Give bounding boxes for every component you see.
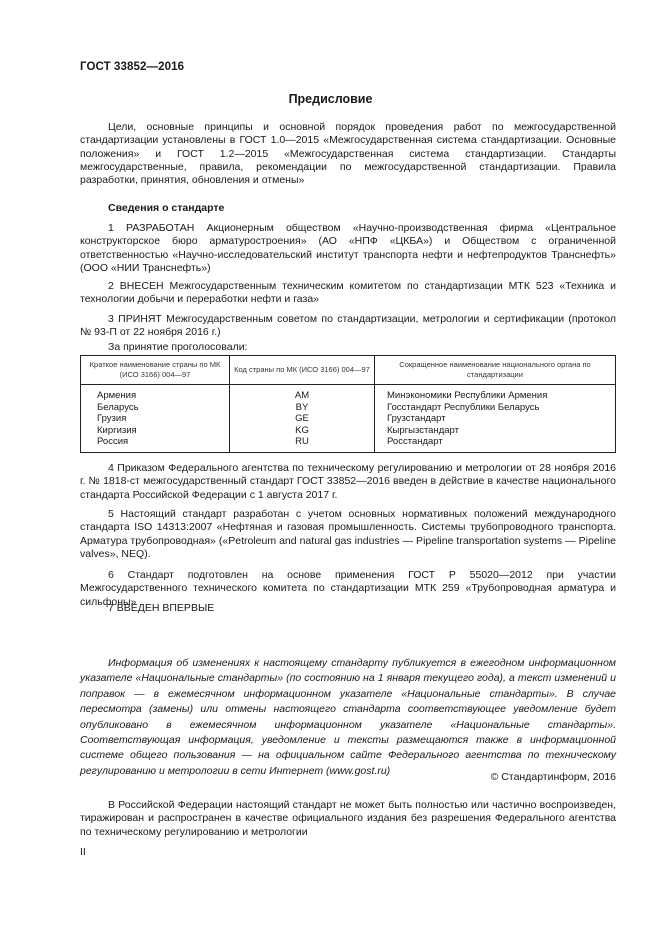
table-cell-country: Грузия [97, 413, 127, 424]
item-5-iso-basis: 5 Настоящий стандарт разработан с учетом основных нормативных положений международного стандарта ISO 14313:2007 «Нефтяная и газовая промышленность. Системы трубопроводного транспорта. Арматура трубопроводная» («Petroleum and natural gas industries — Pipeline transportation systems — Pipeline valves», NEQ). [80, 508, 616, 560]
table-cell-code: GE [295, 413, 309, 424]
table-cell-country: Киргизия [97, 424, 137, 436]
header-code: Код страны по МК (ИСО 3166) 004—97 [230, 356, 375, 385]
country-column [81, 385, 230, 453]
reproduction-notice: В Российской Федерации настоящий стандарт не может быть полностью или частично воспроизведен, тиражирован и распространен в качестве официального издания без разрешения Федерального агентства по техническому регулированию и метрологии [80, 799, 616, 838]
standard-code: ГОСТ 33852—2016 [80, 61, 185, 73]
header-body: Сокращенное наименование национального органа по стандартизации [375, 356, 616, 385]
table-cell-body: Кыргызстандарт [387, 424, 459, 436]
table-cell-country: Россия [97, 436, 129, 447]
item-2-submitted: 2 ВНЕСЕН Межгосударственным техническим комитетом по стандартизации МТК 523 «Техника и технологии добычи и переработки нефти и газа» [80, 280, 616, 306]
item-3-adopted: 3 ПРИНЯТ Межгосударственным советом по стандартизации, метрологии и сертификации (протокол № 93-П от 22 ноября 2016 г.) [80, 313, 616, 339]
info-heading: Сведения о стандарте [108, 202, 225, 214]
change-notice: Информация об изменениях к настоящему стандарту публикуется в ежегодном информационном указателе «Национальные стандарты» (по состоянию на 1 января текущего года), а текст изменений и поправок — в ежемесячном информационном указателе «Национальные стандарты». В случае пересмотра (замены) или отмены настоящего стандарта соответствующее уведомление будет опубликовано в ежемесячном информационном указателе «Национальные стандарты». Соответствующая информация, уведомление и тексты размещаются также в информационной системе общего пользования — на официальном сайте Федерального агентства по техническому регулированию и метрологии в сети Интернет (www.gost.ru) [80, 657, 616, 777]
table-cell-country: Беларусь [97, 401, 139, 413]
item-6-prepared: 6 Стандарт подготовлен на основе применения ГОСТ Р 55020—2012 при участии Межгосударственного технического комитета по стандартизации МТК 259 «Трубопроводная арматура и сильфоны» [80, 569, 616, 608]
item-4-order: 4 Приказом Федерального агентства по техническому регулированию и метрологии от 28 ноября 2016 г. № 1818-ст межгосударственный стандарт ГОСТ 33852—2016 введен в действие в качестве национального стандарта Российской Федерации с 1 августа 2017 г. [80, 462, 616, 501]
table-cell-code: AM [294, 390, 310, 401]
copyright: © Стандартинформ, 2016 [490, 771, 616, 783]
table-cell-country: Армения [97, 390, 137, 401]
page-title: Предисловие [288, 92, 373, 106]
item-7-introduced: 7 ВВЕДЕН ВПЕРВЫЕ [108, 602, 215, 614]
table-cell-body: Госстандарт Республики Беларусь [387, 401, 540, 413]
table-cell-code: KG [295, 424, 309, 436]
intro-paragraph: Цели, основные принципы и основной порядок проведения работ по межгосударственной стандартизации установлены в ГОСТ 1.0—2015 «Межгосударственная система стандартизации. Основные положения» и ГОСТ 1.2—2015 «Межгосударственная система стандартизации. Стандарты межгосударственные, правила, рекомендации по межгосударственной стандартизации. Правила разработки, принятия, обновления и отмены» [80, 121, 616, 187]
code-column [230, 385, 375, 453]
table-cell-code: RU [295, 436, 309, 447]
table-cell-body: Росстандарт [387, 436, 443, 447]
page-number: II [80, 846, 86, 858]
header-country: Краткое наименование страны по МК (ИСО 3166) 004—97 [81, 356, 230, 385]
vote-label: За принятие проголосовали: [108, 341, 248, 353]
item-1-developer: 1 РАЗРАБОТАН Акционерным обществом «Научно-производственная фирма «Центральное конструкторское бюро арматуростроения» (АО «НПФ «ЦКБА») и Обществом с ограниченной ответственностью «Научно-исследовательский институт транспорта нефти и нефтепродуктов Транснефть» (ООО «НИИ Транснефть») [80, 222, 616, 274]
vote-table-header [81, 356, 616, 385]
table-cell-code: BY [295, 401, 309, 413]
vote-table-body [81, 385, 616, 453]
table-cell-body: Минэкономики Республики Армения [387, 390, 548, 401]
vote-table [80, 355, 616, 453]
body-column [375, 385, 616, 453]
table-cell-body: Грузстандарт [387, 413, 446, 424]
